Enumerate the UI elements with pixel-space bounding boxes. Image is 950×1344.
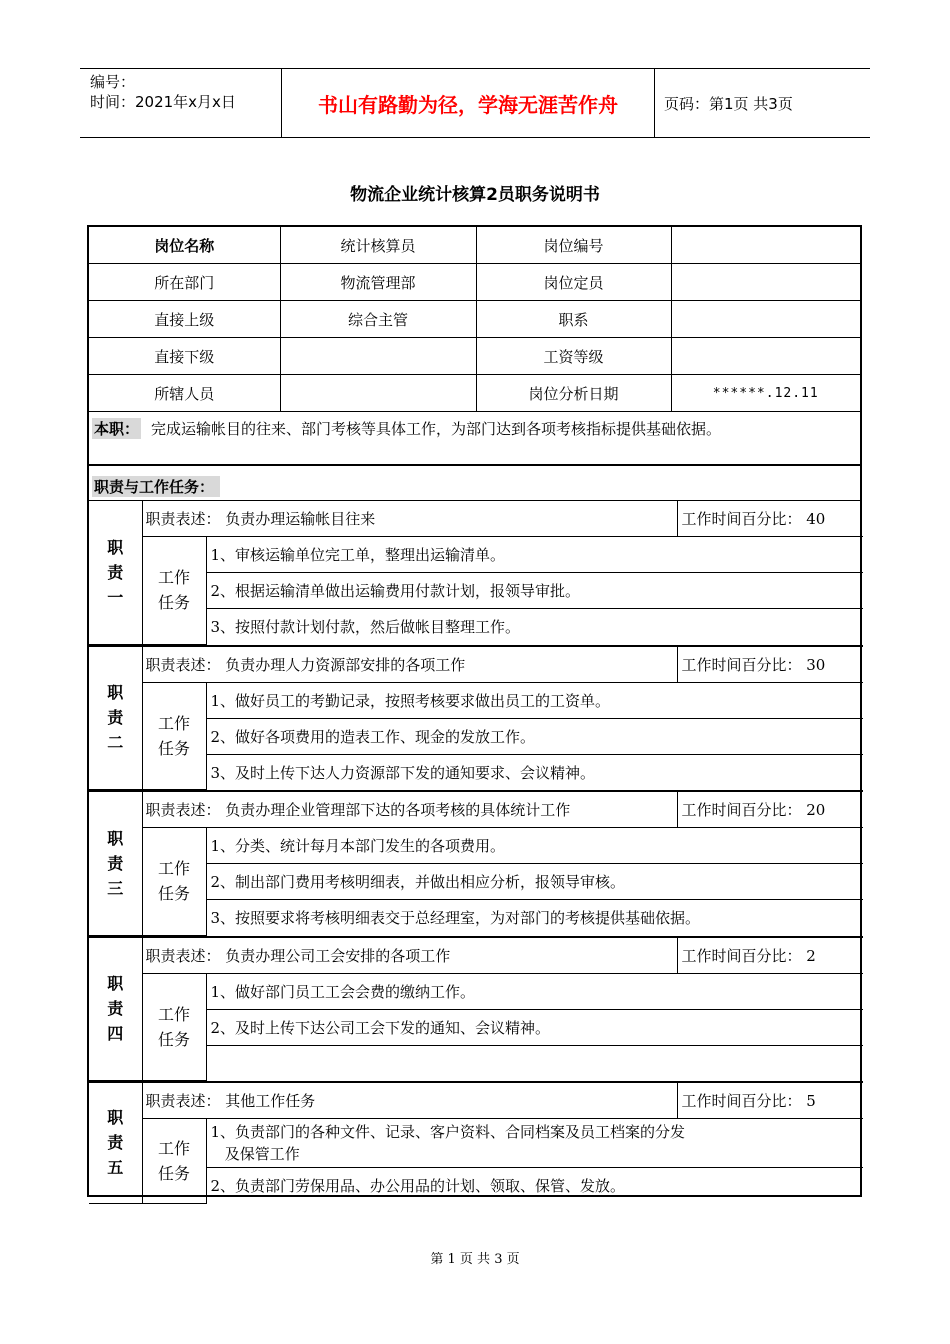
info-value — [280, 338, 476, 375]
info-value — [671, 264, 860, 301]
duty-time-percent: 工作时间百分比： 40 — [677, 501, 863, 537]
work-task: 2、制出部门费用考核明细表，并做出相应分析，报领导审核。 — [206, 864, 863, 900]
duty-description: 职责表述： 负责办理公司工会安排的各项工作 — [142, 937, 677, 974]
header-page-label: 页码：第1页 共3页 — [664, 94, 793, 113]
info-key: 所在部门 — [89, 264, 280, 301]
benzhi-label: 本职： — [94, 420, 140, 438]
info-value — [671, 227, 860, 264]
info-key: 工资等级 — [476, 338, 671, 375]
work-task: 1、分类、统计每月本部门发生的各项费用。 — [206, 828, 863, 864]
work-task-label: 工作 任务 — [142, 682, 206, 790]
benzhi-section — [89, 412, 860, 466]
info-value: 综合主管 — [280, 301, 476, 338]
duty-description: 职责表述： 其他工作任务 — [142, 1082, 677, 1119]
work-task-label: 工作 任务 — [142, 537, 206, 645]
info-key: 所辖人员 — [89, 375, 280, 412]
info-table — [89, 227, 860, 412]
info-row — [89, 227, 860, 264]
benzhi-text: 完成运输帐目的往来、部门考核等具体工作，为部门达到各项考核指标提供基础依据。 — [151, 420, 722, 438]
info-value — [671, 301, 860, 338]
duty-block — [89, 936, 863, 1082]
info-key: 岗位定员 — [476, 264, 671, 301]
duty-block — [89, 790, 863, 936]
header-meta — [80, 69, 282, 137]
work-task: 1、审核运输单位完工单，整理出运输清单。 — [206, 537, 863, 573]
info-row — [89, 338, 860, 375]
info-key: 职系 — [476, 301, 671, 338]
job-description-form — [87, 225, 862, 1197]
info-row — [89, 264, 860, 301]
info-row — [89, 375, 860, 412]
duty-time-percent: 工作时间百分比： 2 — [677, 937, 863, 974]
info-value: ******.12.11 — [671, 375, 860, 412]
document-title: 物流企业统计核算2员职务说明书 — [350, 185, 600, 205]
work-task: 2、负责部门劳保用品、办公用品的计划、领取、保管、发放。 — [206, 1168, 863, 1204]
number-label: 编号： — [90, 73, 136, 91]
info-key: 岗位编号 — [476, 227, 671, 264]
work-task: 2、做好各项费用的造表工作、现金的发放工作。 — [206, 718, 863, 754]
duty-label: 职 责 四 — [89, 937, 142, 1081]
duty-time-percent: 工作时间百分比： 30 — [677, 646, 863, 683]
work-task: 2、及时上传下达公司工会下发的通知、会议精神。 — [206, 1009, 863, 1045]
work-task — [206, 1045, 863, 1081]
duty-label: 职 责 二 — [89, 646, 142, 790]
info-key: 岗位分析日期 — [476, 375, 671, 412]
duties-header — [89, 466, 860, 501]
duty-description: 职责表述： 负责办理企业管理部下达的各项考核的具体统计工作 — [142, 791, 677, 828]
work-task: 3、按照要求将考核明细表交于总经理室，为对部门的考核提供基础依据。 — [206, 900, 863, 936]
info-key: 岗位名称 — [89, 227, 280, 264]
work-task: 2、根据运输清单做出运输费用付款计划，报领导审批。 — [206, 573, 863, 609]
duty-label: 职 责 五 — [89, 1082, 142, 1203]
work-task: 1、负责部门的各种文件、记录、客户资料、合同档案及员工档案的分发 及保管工作 — [206, 1119, 863, 1168]
info-value — [671, 338, 860, 375]
time-label: 时间：2021年x月x日 — [90, 93, 236, 111]
info-key: 直接下级 — [89, 338, 280, 375]
duties-list — [89, 501, 860, 1204]
work-task: 3、按照付款计划付款，然后做帐目整理工作。 — [206, 609, 863, 645]
duty-label: 职 责 一 — [89, 501, 142, 644]
work-task-label: 工作 任务 — [142, 1119, 206, 1204]
page-header — [80, 68, 870, 138]
duties-header-label: 职责与工作任务： — [92, 476, 220, 497]
work-task: 1、做好员工的考勤记录，按照考核要求做出员工的工资单。 — [206, 682, 863, 718]
header-motto: 书山有路勤为径，学海无涯苦作舟 — [282, 69, 655, 137]
duty-block — [89, 501, 863, 645]
work-task: 1、做好部门员工工会会费的缴纳工作。 — [206, 973, 863, 1009]
duty-block — [89, 645, 863, 791]
duty-description: 职责表述： 负责办理运输帐目往来 — [142, 501, 677, 537]
info-value — [280, 375, 476, 412]
duty-time-percent: 工作时间百分比： 5 — [677, 1082, 863, 1119]
work-task-label: 工作 任务 — [142, 973, 206, 1081]
duty-label: 职 责 三 — [89, 791, 142, 935]
duty-description: 职责表述： 负责办理人力资源部安排的各项工作 — [142, 646, 677, 683]
page-footer: 第 1 页 共 3 页 — [430, 1252, 520, 1267]
info-key: 直接上级 — [89, 301, 280, 338]
work-task: 3、及时上传下达人力资源部下发的通知要求、会议精神。 — [206, 754, 863, 790]
duty-time-percent: 工作时间百分比： 20 — [677, 791, 863, 828]
info-value: 物流管理部 — [280, 264, 476, 301]
work-task-label: 工作 任务 — [142, 828, 206, 936]
info-row — [89, 301, 860, 338]
duty-block — [89, 1081, 863, 1204]
info-value: 统计核算员 — [280, 227, 476, 264]
